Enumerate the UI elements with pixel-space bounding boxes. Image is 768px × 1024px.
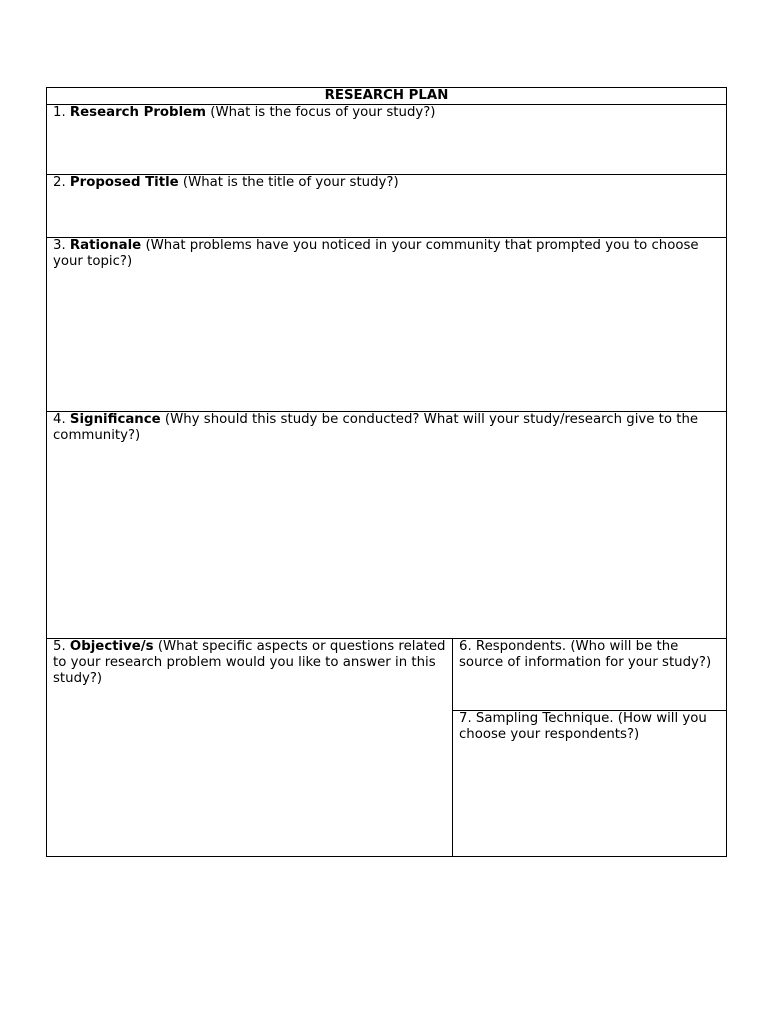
section-text: [453, 639, 726, 671]
section-prompt: Respondents. (Who will be the source of information for your study?): [459, 639, 712, 670]
section-text: [47, 639, 452, 687]
section-number: 3.: [53, 238, 66, 253]
research-plan-table: [46, 87, 727, 857]
section-number: 2.: [53, 175, 66, 190]
section-heading: Objective/s: [69, 639, 154, 654]
table-title-row: [47, 88, 726, 105]
section-prompt: (What problems have you noticed in your community that prompted you to choose your topic?): [53, 238, 699, 269]
section-text: [47, 105, 726, 121]
section-prompt: (What specific aspects or questions related to your research problem would you like to answer in this study?): [53, 639, 446, 686]
section-prompt: Sampling Technique. (How will you choose your respondents?): [459, 711, 707, 742]
section-number: 4.: [53, 412, 66, 427]
section-rationale[interactable]: [47, 238, 726, 412]
section-proposed-title[interactable]: [47, 175, 726, 238]
right-column: [453, 639, 726, 856]
section-sampling-technique[interactable]: [453, 711, 726, 856]
section-heading: Research Problem: [69, 105, 207, 120]
section-research-problem[interactable]: [47, 105, 726, 175]
table-title: RESEARCH PLAN: [324, 88, 449, 103]
section-heading: Significance: [69, 412, 161, 427]
section-number: 6.: [459, 639, 472, 654]
section-heading: Rationale: [69, 238, 142, 253]
section-text: [47, 238, 726, 270]
section-prompt: (What is the focus of your study?): [210, 105, 436, 120]
section-heading: Proposed Title: [69, 175, 179, 190]
section-prompt: (What is the title of your study?): [182, 175, 399, 190]
section-objectives[interactable]: [47, 639, 453, 856]
section-text: [453, 711, 726, 743]
section-number: 7.: [459, 711, 472, 726]
section-text: [47, 412, 726, 444]
section-text: [47, 175, 726, 191]
section-significance[interactable]: [47, 412, 726, 639]
bottom-row: [47, 639, 726, 856]
section-number: 1.: [53, 105, 66, 120]
section-prompt: (Why should this study be conducted? What will your study/research give to the community?): [53, 412, 699, 443]
section-number: 5.: [53, 639, 66, 654]
section-respondents[interactable]: [453, 639, 726, 711]
